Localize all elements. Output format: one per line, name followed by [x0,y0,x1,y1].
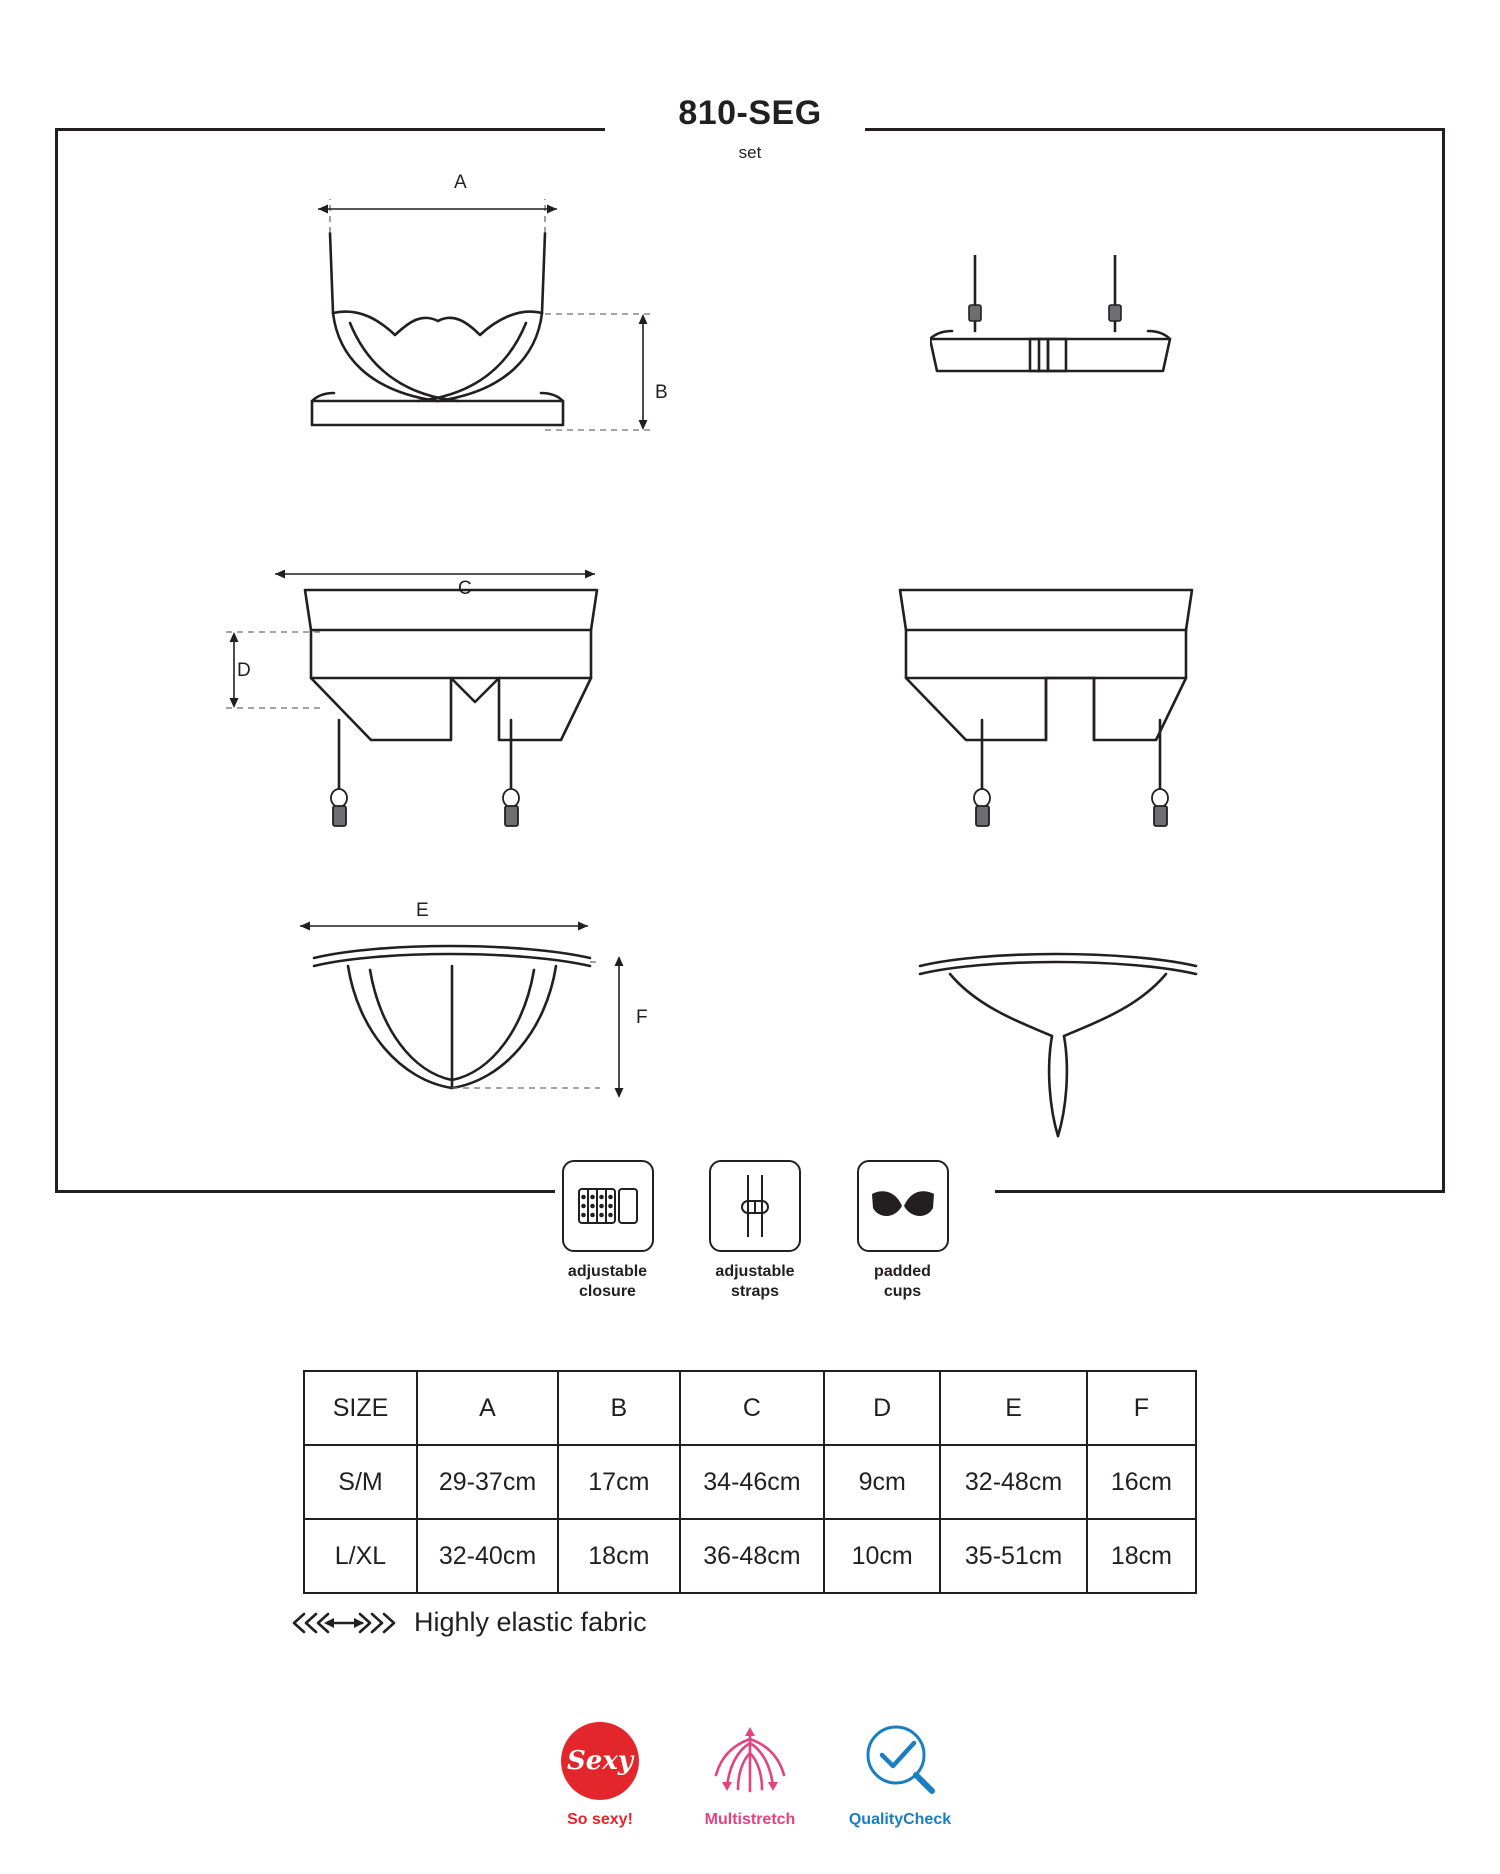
table-cell: 32-48cm [940,1445,1087,1519]
padded-cups-icon [857,1160,949,1252]
badge-caption: Multistretch [704,1811,796,1828]
table-header-cell: A [417,1371,558,1445]
dimension-label-a: A [454,172,467,193]
table-cell: 34-46cm [680,1445,824,1519]
page-title: 810-SEG [678,94,822,132]
table-cell: 18cm [1087,1519,1196,1593]
badge-qualitycheck [830,1718,970,1829]
table-cell: 9cm [824,1445,940,1519]
table-cell: 32-40cm [417,1519,558,1593]
feature-caption: padded cups [874,1263,931,1300]
feature-icons [545,1160,965,1302]
table-header-cell: F [1087,1371,1196,1445]
bottom-badges [530,1718,970,1829]
table-header-row [304,1371,1196,1445]
badge-caption: So sexy! [567,1811,633,1828]
so-sexy-icon [530,1718,670,1803]
frame-bottom-left [55,1190,555,1193]
dimension-d-guide [218,620,328,730]
table-cell: 36-48cm [680,1519,824,1593]
table-cell: 18cm [558,1519,680,1593]
dimension-label-c: C [458,578,472,599]
frame-bottom-right [995,1190,1445,1193]
table-cell: 10cm [824,1519,940,1593]
badge-caption: QualityCheck [848,1811,952,1828]
size-table [303,1370,1197,1594]
thong-front-illustration [300,920,630,1120]
elastic-fabric-note [290,1607,647,1638]
garter-belt-back-illustration [870,570,1250,850]
so-sexy-circle [561,1722,639,1800]
dimension-label-e: E [416,900,429,921]
table-cell: L/XL [304,1519,417,1593]
feature-adjustable-straps [693,1160,818,1302]
feature-caption: adjustable closure [567,1263,648,1300]
multistretch-icon [680,1718,820,1803]
so-sexy-mark: Sexy [567,1745,633,1776]
table-header-cell: B [558,1371,680,1445]
feature-caption: adjustable straps [715,1263,795,1300]
table-row [304,1445,1196,1519]
table-header-cell: E [940,1371,1087,1445]
dimension-label-f: F [636,1007,648,1028]
table-cell: 29-37cm [417,1445,558,1519]
table-header-cell: SIZE [304,1371,417,1445]
garter-belt-front-illustration [275,570,655,850]
table-cell: 35-51cm [940,1519,1087,1593]
page-subtitle: set [738,143,762,162]
table-header-cell: D [824,1371,940,1445]
dimension-b-guide [545,300,665,460]
adjustable-closure-icon [562,1160,654,1252]
dimension-f-guide [595,950,655,1110]
feature-adjustable-closure [545,1160,670,1302]
bra-back-illustration [930,255,1250,445]
qualitycheck-icon [830,1718,970,1803]
frame-left [55,128,58,1193]
table-cell: 17cm [558,1445,680,1519]
badge-multistretch [680,1718,820,1829]
table-row [304,1519,1196,1593]
elastic-fabric-label: Highly elastic fabric [414,1607,647,1637]
frame-right [1442,128,1445,1193]
dimension-label-d: D [237,660,251,681]
table-cell: S/M [304,1445,417,1519]
table-cell: 16cm [1087,1445,1196,1519]
elastic-arrows-icon [290,1608,398,1638]
thong-back-illustration [910,940,1230,1150]
adjustable-straps-icon [709,1160,801,1252]
table-header-cell: C [680,1371,824,1445]
badge-so-sexy [530,1718,670,1829]
feature-padded-cups [840,1160,965,1302]
dimension-label-b: B [655,382,668,403]
